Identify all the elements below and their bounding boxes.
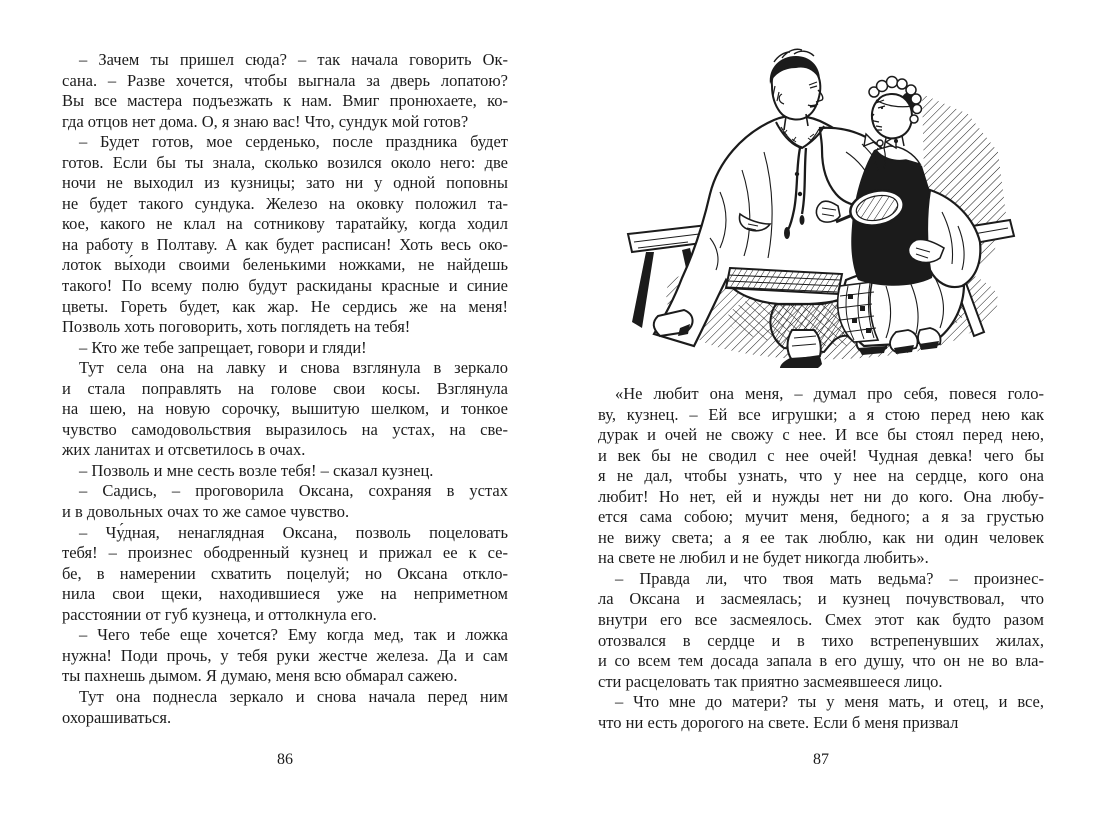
- text-line: – Что мне до матери? ты у меня мать, и отец, и все,: [615, 692, 1044, 712]
- text-line: сана. – Разве хочется, чтобы выгнала за дверь лопатою?: [62, 70, 508, 90]
- page-number: 87: [813, 751, 829, 768]
- text-block: [62, 50, 508, 728]
- text-line: – Позволь и мне сесть возле тебя! – сказал кузнец.: [79, 460, 434, 480]
- paragraph: [62, 523, 508, 626]
- text-line: Вы все мастера подъезжать к нам. Вмиг пронюхаете, ко-: [62, 91, 508, 111]
- text-line: не вижу света; а я ее так люблю, как ни один человек: [598, 527, 1044, 547]
- paragraph: [62, 50, 508, 132]
- text-line: и со всем тем досада запала в его душу, что он не во вла-: [598, 651, 1044, 671]
- text-line: расстоянии от губ кузнеца, и оттолкнула его.: [62, 604, 377, 624]
- text-line: «Не любит она меня, – думал про себя, повеся голо-: [615, 384, 1044, 403]
- text-line: Тут села она на лавку и снова взглянула в зеркало: [79, 358, 508, 378]
- text-line: ется сама собою; мучит меня, бедного; а я за грустью: [598, 507, 1044, 527]
- book-page-right: [598, 0, 1044, 825]
- text-line: чувство самодовольствия выразилось на устах, на све-: [62, 419, 508, 439]
- text-line: нила свои щеки, находившиеся уже на неприметном: [62, 584, 508, 604]
- text-line: не будет такого сундука. Железо на оковку положил та-: [62, 193, 508, 213]
- paragraph: [62, 358, 508, 461]
- text-line: кое, какого не клал на сотникову таратайку, когда ходил: [62, 214, 508, 234]
- text-line: что ни есть дорогого на свете. Если б меня призвал: [598, 712, 959, 732]
- paragraph: [598, 692, 1044, 733]
- paragraph: [62, 338, 508, 359]
- paragraph: [62, 132, 508, 337]
- text-line: внутри его все засмеялось. Смех этот как будто разом: [598, 610, 1044, 630]
- text-line: дурак и очей не свожу с нее. И все бы стоял перед нею,: [598, 425, 1044, 445]
- text-line: цветы. Гореть будет, как жар. Не сердись же на меня!: [62, 296, 508, 316]
- text-line: лоток вы́ходи своими беленькими ножками, не найдешь: [62, 255, 508, 275]
- text-line: – Будет готов, мое серденько, после праздника будет: [79, 132, 508, 152]
- paragraph: [62, 625, 508, 687]
- text-line: готов. Если бы ты знала, сколько возился около него: две: [62, 152, 508, 172]
- paragraph: [598, 384, 1044, 569]
- paragraph: [62, 687, 508, 728]
- text-line: – Кто же тебе запрещает, говори и гляди!: [79, 337, 367, 357]
- text-line: и век бы не сводил с нее очей! Чудная девка! чего бы: [598, 445, 1044, 465]
- paragraph: [598, 569, 1044, 692]
- text-line: ты пахнешь дымом. Я думаю, меня всю обмарал сажею.: [62, 666, 458, 686]
- book-illustration: [624, 42, 1016, 368]
- page-number: 86: [277, 751, 293, 768]
- paragraph: [62, 461, 508, 482]
- text-line: я не дал, чтобы узнать, что у нее на сердце, кого она: [598, 466, 1044, 486]
- paragraph: [62, 481, 508, 522]
- text-line: такого! По всему полю будут раскиданы красные и синие: [62, 276, 508, 296]
- text-line: на работу в Полтаву. А как будет расписан! Хоть весь око-: [62, 234, 508, 254]
- text-block: [598, 384, 1044, 733]
- vakula-oksana-illustration-icon: [624, 42, 1016, 368]
- text-line: – Правда ли, что твоя мать ведьма? – произнес-: [615, 568, 1044, 588]
- text-line: любит! Но нет, ей и нужды нет ни до кого. Она любу-: [598, 486, 1044, 506]
- book-page-left: [62, 0, 508, 825]
- text-line: тебя! – произнес ободренный кузнец и прижал ее к се-: [62, 543, 508, 563]
- text-line: гда отцов нет дома. О, я знаю вас! Что, сундук мой готов?: [62, 111, 469, 131]
- text-line: и в довольных очах то же самое чувство.: [62, 502, 350, 522]
- text-line: на свете не любил и не будет никогда любить».: [598, 548, 929, 568]
- text-line: Тут она поднесла зеркало и снова начала перед ним: [79, 686, 508, 706]
- text-line: – Садись, – проговорила Оксана, сохраняя в устах: [79, 481, 508, 501]
- text-line: Позволь хоть поговорить, хоть поглядеть на тебя!: [62, 317, 411, 337]
- text-line: ла Оксана и засмеялась; и кузнец почувствовал, что: [598, 589, 1044, 609]
- text-line: сти расцеловать так приятно засмеявшееся лицо.: [598, 671, 943, 691]
- text-line: жих ланитах и отсветилось в очах.: [62, 440, 306, 460]
- text-line: отозвался в сердце и в тихо встрепенувших жилах,: [598, 630, 1044, 650]
- text-line: ву, кузнец. – Ей все игрушки; а я стою перед нею как: [598, 404, 1044, 424]
- text-line: нужна! Поди прочь, у тебя руки жестче железа. Да и сам: [62, 645, 508, 665]
- text-line: охорашиваться.: [62, 707, 172, 727]
- text-line: – Чу́дная, ненаглядная Оксана, позволь поцеловать: [79, 522, 508, 542]
- text-line: ночи не выходил из кузницы; зато ни у одной поповны: [62, 173, 508, 193]
- text-line: – Чего тебе еще хочется? Ему когда мед, так и ложка: [79, 625, 508, 645]
- text-line: и стала поправлять на голове свои косы. Взглянула: [62, 378, 508, 398]
- text-line: – Зачем ты пришел сюда? – так начала говорить Ок-: [79, 50, 508, 69]
- text-line: на шею, на новую сорочку, вышитую шелком, и тонкое: [62, 399, 508, 419]
- text-line: бе, в намерении схватить поцелуй; но Оксана откло-: [62, 563, 508, 583]
